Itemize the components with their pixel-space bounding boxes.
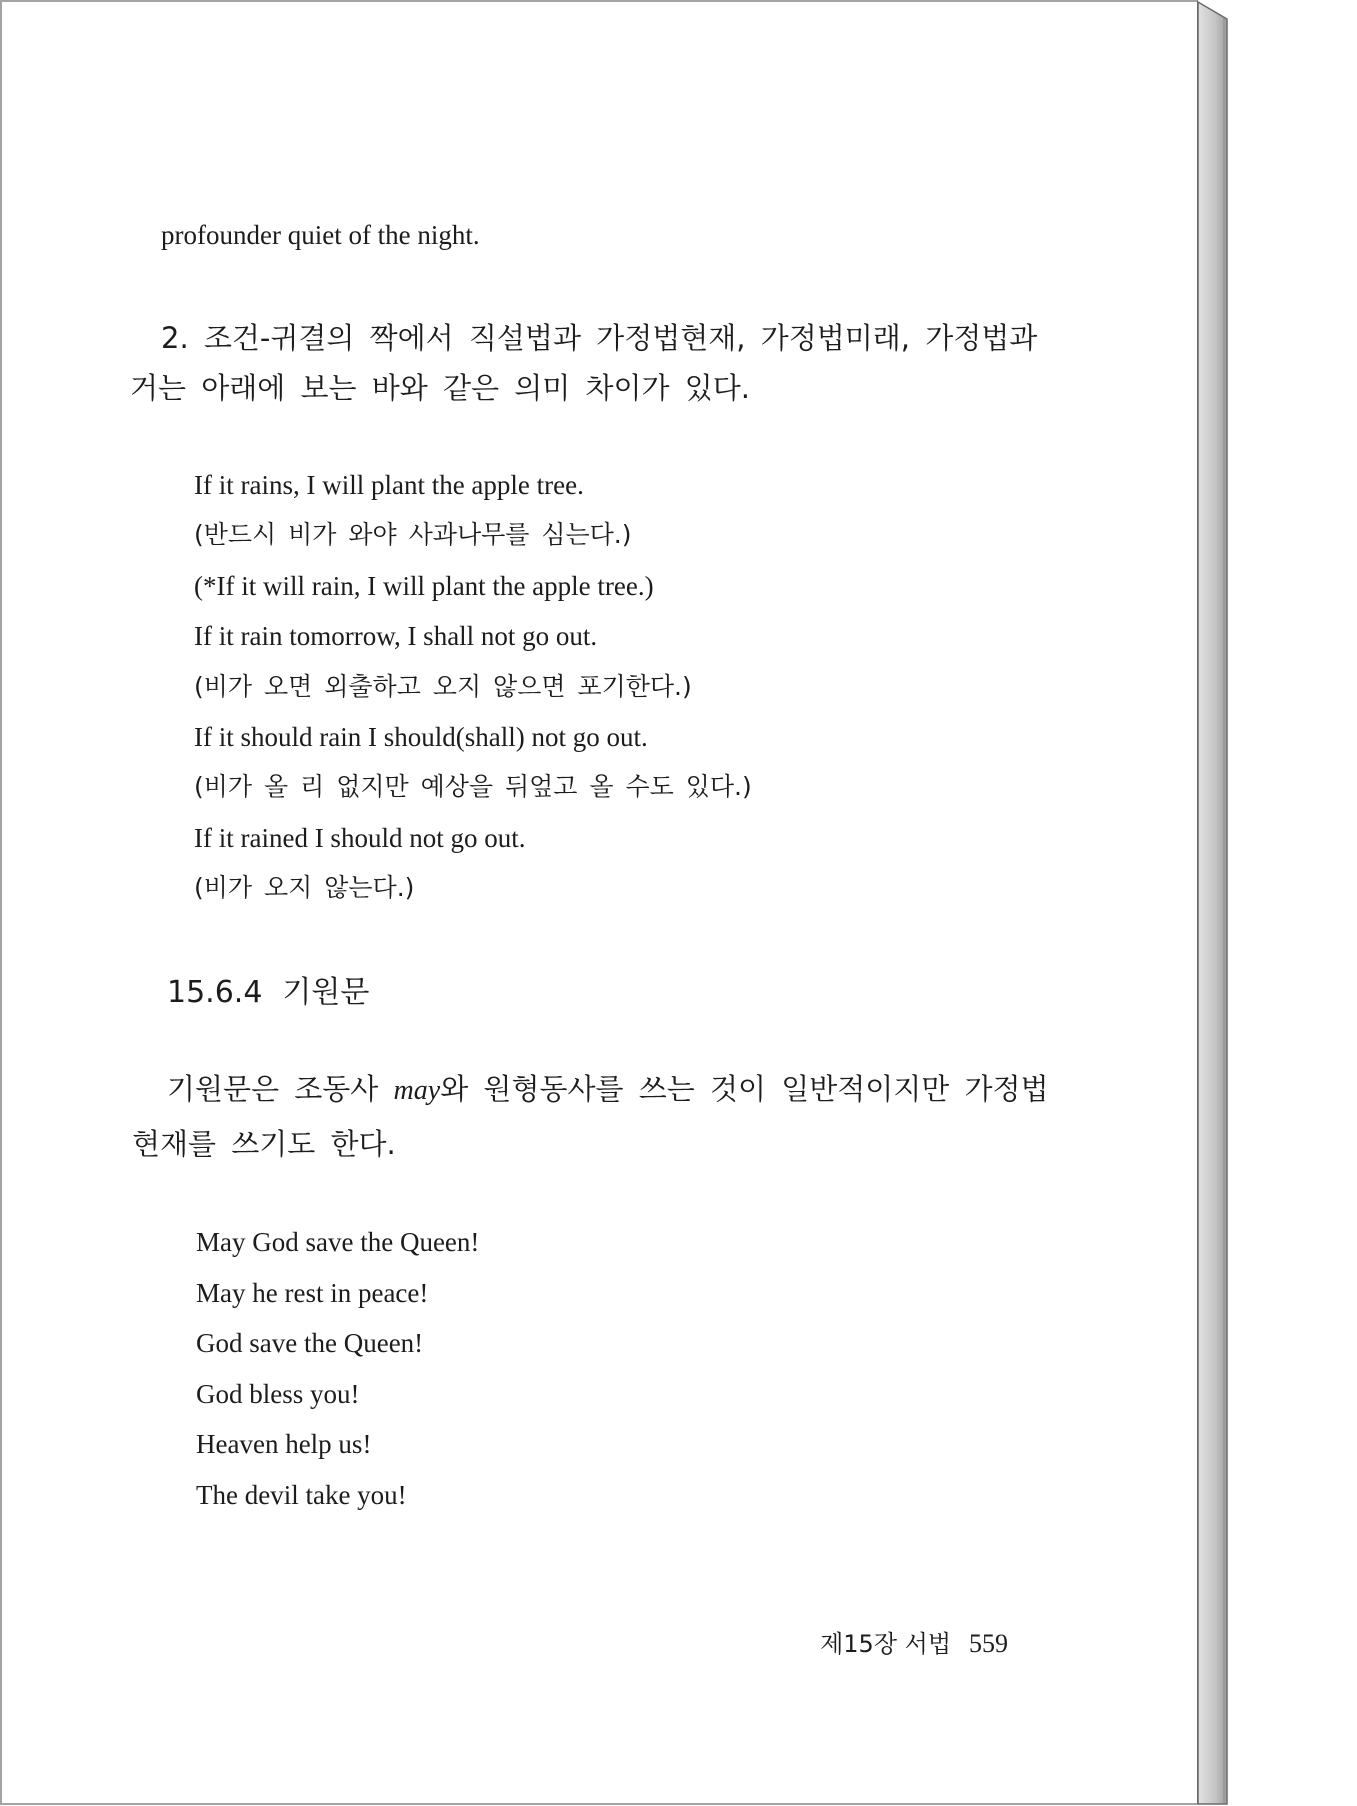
optative-paragraph-line-2: 현재를 쓰기도 한다.: [132, 1127, 396, 1161]
example-line: May he rest in peace!: [196, 1277, 429, 1308]
example-line: Heaven help us!: [196, 1429, 372, 1460]
example-line: (비가 오지 않는다.): [194, 873, 415, 903]
section-title: 기원문: [282, 975, 370, 1010]
point-2-line-2: 거는 아래에 보는 바와 같은 의미 차이가 있다.: [130, 371, 750, 405]
conditional-examples-list: [194, 460, 752, 914]
example-line: If it should rain I should(shall) not go out.: [194, 721, 648, 752]
example-line: God bless you!: [196, 1378, 360, 1409]
page-edge-stack: [1197, 0, 1231, 1806]
page-number: 559: [969, 1629, 1008, 1658]
optative-examples-list: [196, 1217, 479, 1521]
paragraph-italic-term: may: [393, 1075, 441, 1106]
example-line: If it rained I should not go out.: [194, 822, 526, 853]
example-line: God save the Queen!: [196, 1328, 424, 1359]
paragraph-text-end: 와 원형동사를 쓰는 것이 일반적이지만 가정법: [440, 1072, 1049, 1106]
section-heading: [167, 971, 369, 1015]
paragraph-text-start: 기원문은 조동사: [167, 1072, 394, 1106]
footer-chapter: 제15장 서법: [820, 1630, 951, 1658]
optative-paragraph-line-1: [167, 1069, 1049, 1111]
section-number: 15.6.4: [167, 975, 263, 1010]
page-edge-shape: [1198, 2, 1227, 1804]
example-line: The devil take you!: [196, 1479, 407, 1510]
continuation-line: profounder quiet of the night.: [161, 220, 480, 250]
page-footer: [820, 1627, 1008, 1661]
point-2-line-1: 2. 조건-귀결의 짝에서 직설법과 가정법현재, 가정법미래, 가정법과: [161, 321, 1038, 355]
example-line: If it rains, I will plant the apple tree.: [194, 470, 584, 500]
example-line: If it rain tomorrow, I shall not go out.: [194, 621, 598, 652]
example-line: (비가 올 리 없지만 예상을 뒤엎고 올 수도 있다.): [194, 772, 752, 802]
example-line: (*If it will rain, I will plant the apple tree.): [194, 570, 654, 601]
example-line: (반드시 비가 와야 사과나무를 심는다.): [194, 520, 632, 550]
example-line: May God save the Queen!: [196, 1227, 480, 1257]
example-line: (비가 오면 외출하고 오지 않으면 포기한다.): [194, 671, 692, 701]
